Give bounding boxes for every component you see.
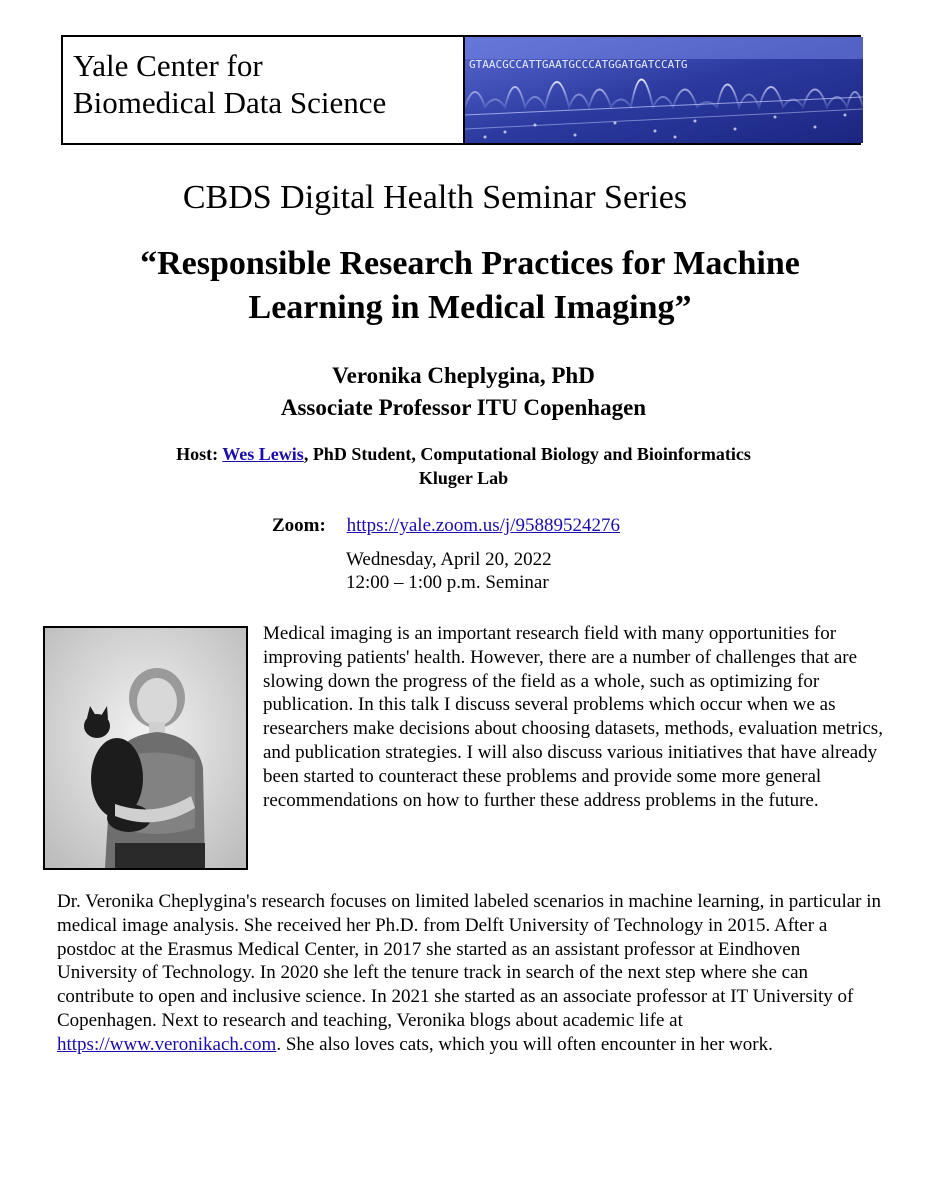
speaker-photo (43, 626, 248, 870)
org-name-line2: Biomedical Data Science (73, 85, 387, 120)
event-datetime (346, 548, 552, 594)
dna-chromatogram-graphic (465, 37, 863, 143)
zoom-link[interactable]: https://yale.zoom.us/j/95889524276 (346, 515, 620, 536)
dna-sequence-text: GTAACGCCATTGAATGCCCATGGATGATCCATG (469, 58, 688, 71)
bio-text: Dr. Veronika Cheplygina's research focuses on limited labeled scenarios in machine learning, in particular in medical image analysis. She received her Ph.D. from Delft University of Technology in 2015. After a postdoc at the Erasmus Medical Center, in 2017 she started as an assistant professor at Eindhoven University of Technology. In 2020 she left the tenure track in search of the next step where she can contribute to open and inclusive science. In 2021 she started as an associate professor at IT University of Copenhagen. Next to research and teaching, Veronika blogs about academic life at (57, 891, 882, 1031)
host-line (0, 442, 927, 466)
speaker-website-link[interactable]: https://www.veronikach.com (57, 1033, 277, 1055)
host-description: , PhD Student, Computational Biology and Bioinformatics (303, 444, 751, 464)
dna-sequence-banner-image (463, 37, 863, 143)
talk-title-line2: Learning in Medical Imaging” (248, 289, 692, 326)
speaker-position: Associate Professor ITU Copenhagen (280, 395, 647, 420)
speaker-info (0, 360, 927, 424)
talk-title-line1: “Responsible Research Practices for Machine (140, 245, 800, 282)
org-name-line1: Yale Center for (73, 48, 263, 83)
org-name (73, 47, 458, 121)
host-name-link[interactable]: Wes Lewis (222, 444, 304, 464)
event-time: 12:00 – 1:00 p.m. Seminar (346, 572, 549, 593)
event-date: Wednesday, April 20, 2022 (346, 549, 552, 570)
bio-text-end: . She also loves cats, which you will often encounter in her work. (276, 1033, 773, 1055)
zoom-info (272, 514, 620, 538)
talk-title (60, 242, 880, 330)
host-lab: Kluger Lab (418, 468, 509, 488)
seminar-series-title: CBDS Digital Health Seminar Series (182, 179, 688, 216)
zoom-label: Zoom: (272, 515, 326, 536)
header-banner-box (61, 35, 861, 145)
speaker-name: Veronika Cheplygina, PhD (332, 363, 595, 388)
talk-abstract: Medical imaging is an important research field with many opportunities for improving patients' health. However, there are a number of challenges that are slowing down the progress of the field as a whole, such as optimizing for publication. In this talk I discuss several problems which occur when we as researchers make decisions about choosing datasets, methods, evaluation metrics, and publication strategies. I will also discuss various initiatives that have already been started to counteract these problems and provide some more general recommendations on how to further these address problems in the future. (263, 623, 883, 811)
speaker-with-cat-photo (45, 628, 246, 868)
host-label: Host: (176, 444, 223, 464)
speaker-bio (57, 890, 885, 1057)
host-info (0, 442, 927, 490)
